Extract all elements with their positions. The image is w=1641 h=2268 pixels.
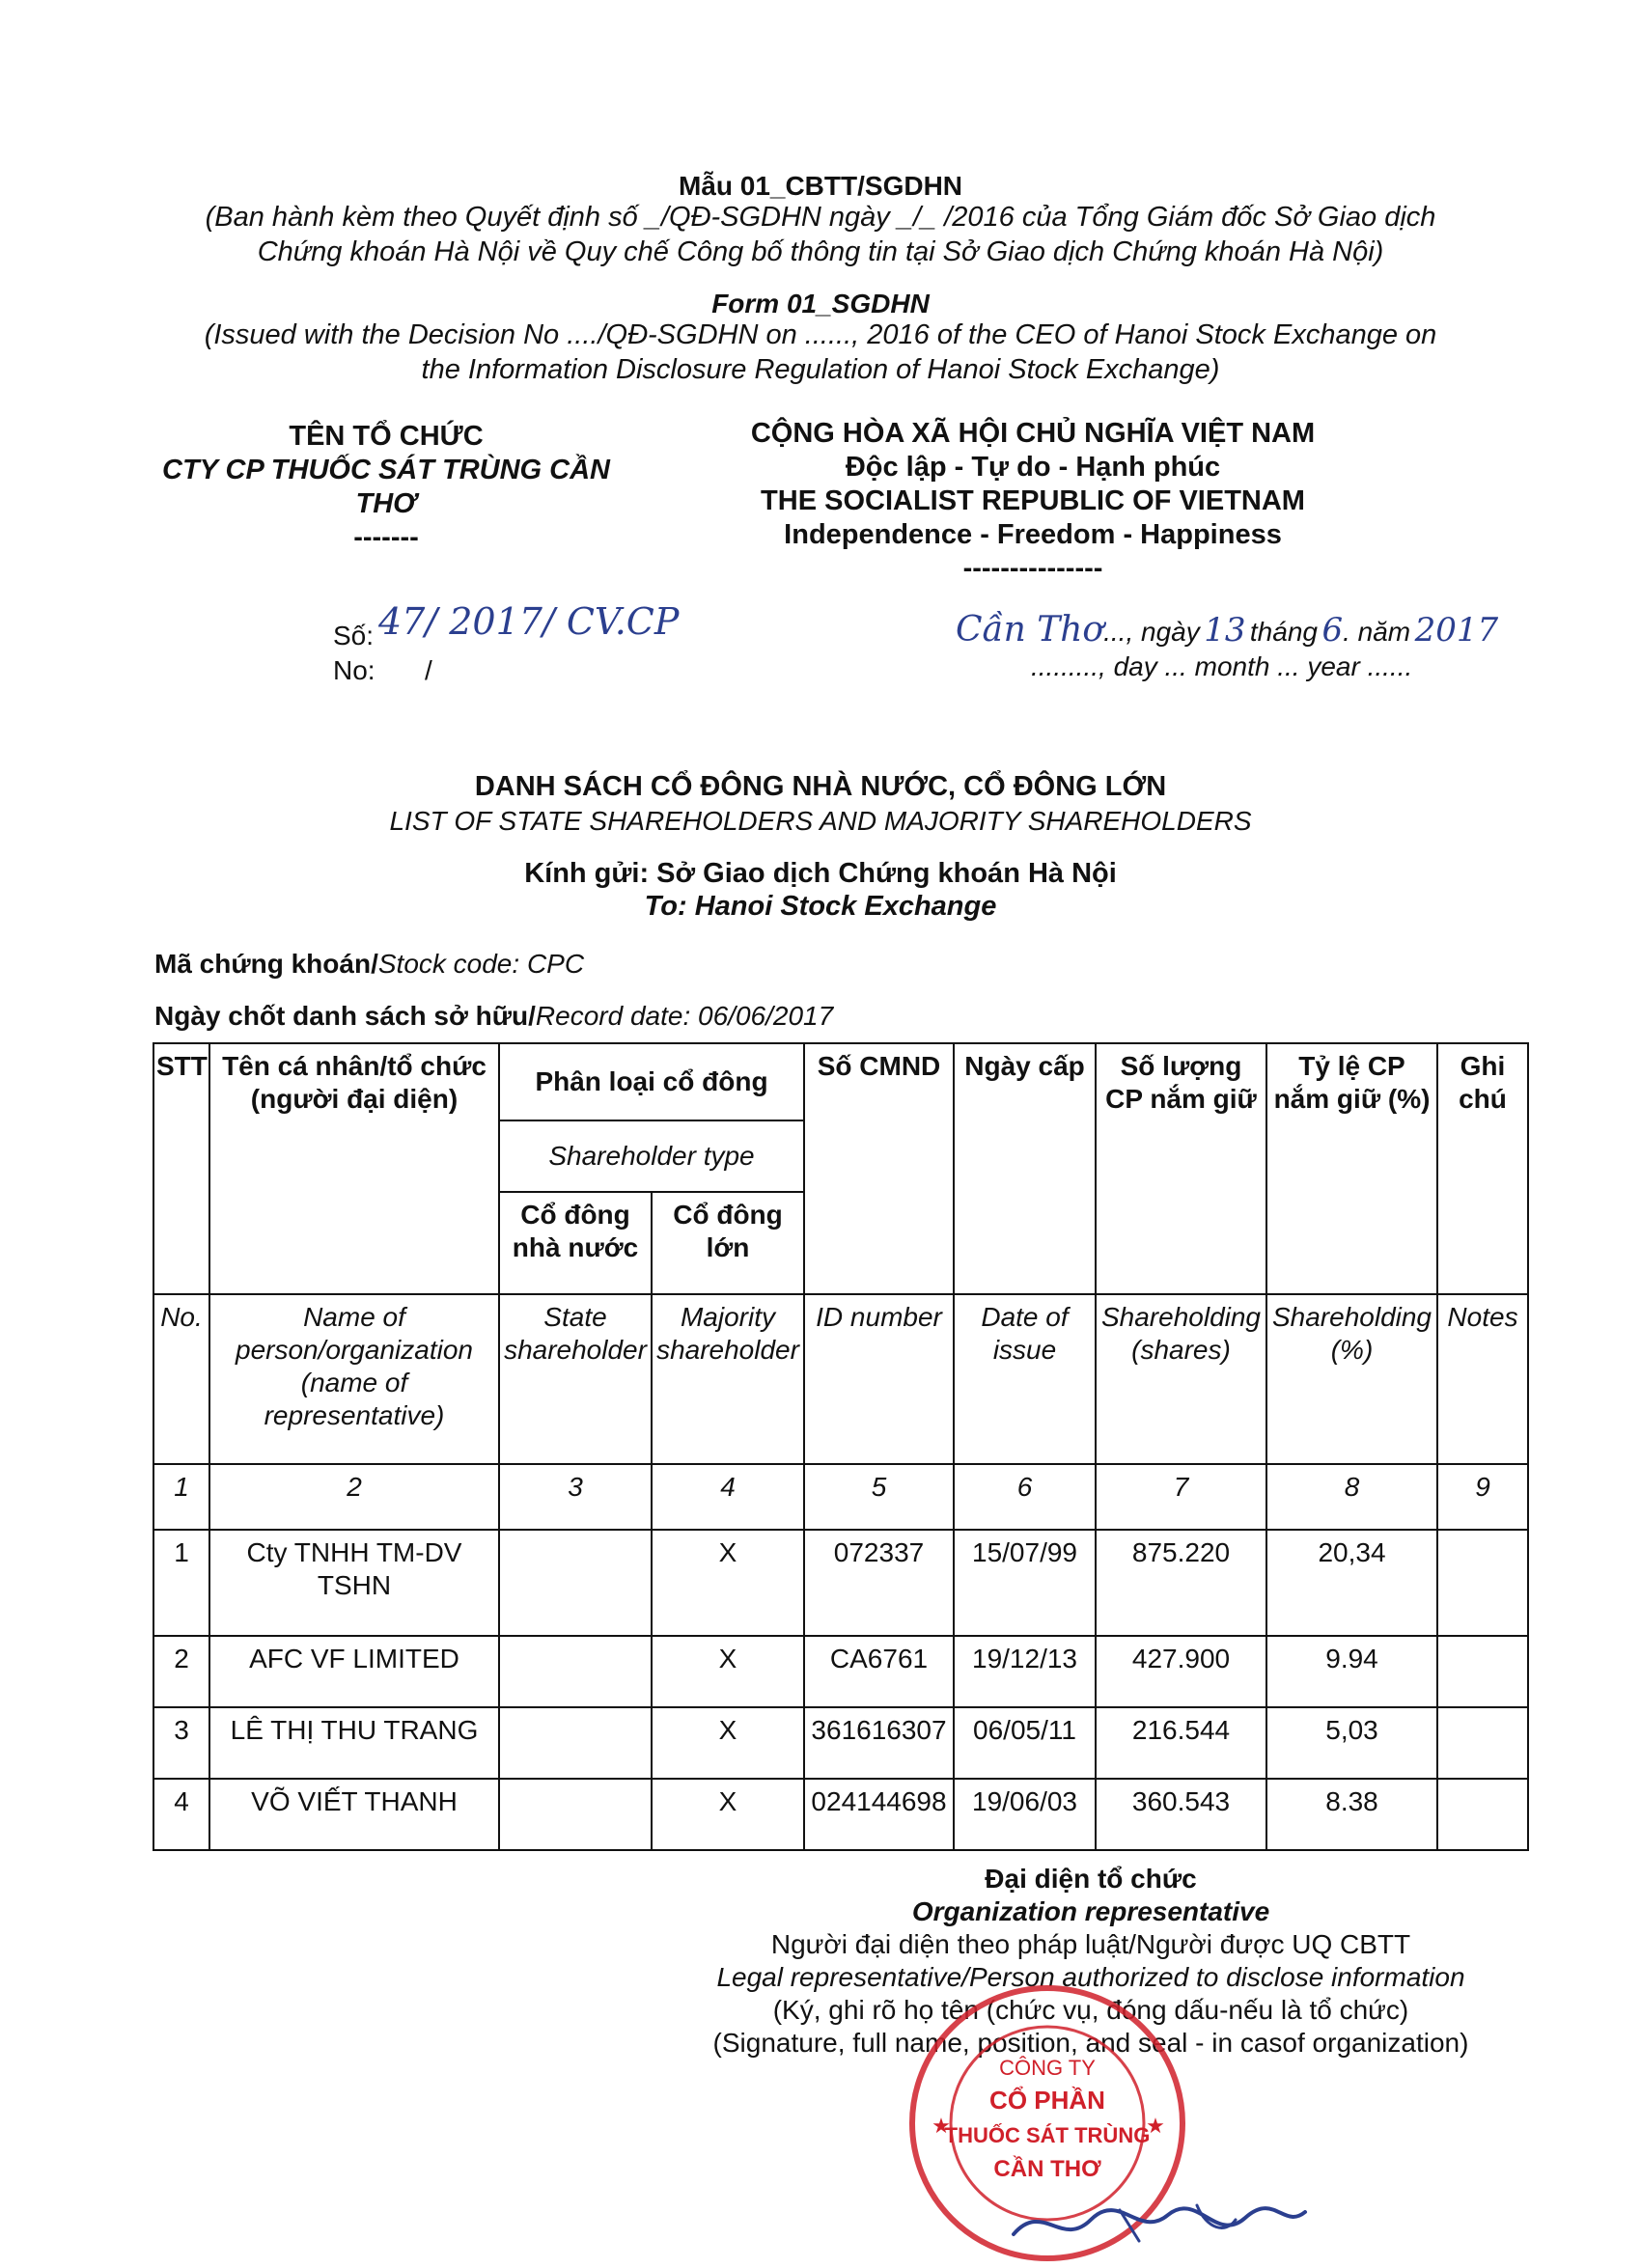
org-name-2: THƠ [355,488,417,519]
republic-motto-en: Independence - Freedom - Happiness [784,519,1282,550]
doc-title-vi: DANH SÁCH CỔ ĐÔNG NHÀ NƯỚC, CỔ ĐÔNG LỚN [474,771,1167,802]
cell-note [1437,1530,1528,1636]
cell-stt: 1 [153,1530,209,1636]
seal-text-3: THUỐC SÁT TRÙNG [944,2123,1151,2147]
cell-stt: 3 [153,1707,209,1779]
cell-name: AFC VF LIMITED [209,1636,499,1707]
th-id: Số CMND [804,1043,954,1294]
cell-id: 072337 [804,1530,954,1636]
sig-legal-vi: Người đại diện theo pháp luật/Người được UQ CBTT [770,1929,1411,1959]
doc-no-slash: / [425,655,432,685]
doc-no-handwritten: 47/ 2017/ CV.CP [378,600,680,643]
th-name: Tên cá nhân/tổ chức (người đại diện) [209,1043,499,1294]
org-block [135,420,637,555]
cell-shares: 875.220 [1096,1530,1266,1636]
column-number-row [153,1464,1528,1530]
sig-sign-vi: (Ký, ghi rõ họ tên (chức vụ, đóng dấu-nếu là tổ chức) [772,1995,1409,2025]
th-en-note: Notes [1437,1294,1528,1464]
seal-star-icon: ★ [932,2114,951,2138]
date-day: 13 [1204,611,1246,650]
col-num: 7 [1096,1464,1266,1530]
col-num: 3 [499,1464,652,1530]
to-en: To: Hanoi Stock Exchange [644,891,997,922]
cell-major: X [652,1530,804,1636]
header-row-vi [153,1043,1528,1120]
cell-pct: 5,03 [1266,1707,1437,1779]
date-text-1: ..., ngày [1103,617,1200,647]
cell-major: X [652,1779,804,1850]
form-issued-en-1: (Issued with the Decision No ..../QĐ-SGDHN on ......, 2016 of the CEO of Hanoi Stock Exchange on [204,319,1437,350]
cell-shares: 360.543 [1096,1779,1266,1850]
date-place-handwritten: Cần Thơ [956,610,1104,650]
cell-stt: 4 [153,1779,209,1850]
cell-id: CA6761 [804,1636,954,1707]
cell-shares: 427.900 [1096,1636,1266,1707]
cell-major: X [652,1707,804,1779]
form-code-en: Form 01_SGDHN [711,289,930,318]
th-en-name: Name of person/organization (name of representative) [209,1294,499,1464]
to-vi: Kính gửi: Sở Giao dịch Chứng khoán Hà Nội [524,858,1117,889]
handwritten-signature [1004,2191,1313,2254]
republic-en: THE SOCIALIST REPUBLIC OF VIETNAM [761,485,1305,516]
form-issued-en-2: the Information Disclosure Regulation of Hanoi Stock Exchange) [421,354,1220,385]
date-line-en: ........., day ... month ... year ...... [1031,651,1413,681]
cell-state [499,1636,652,1707]
th-stt: STT [153,1043,209,1294]
cell-id: 024144698 [804,1779,954,1850]
form-issued-vi-2: Chứng khoán Hà Nội về Quy chế Công bố thông tin tại Sở Giao dịch Chứng khoán Hà Nội) [257,236,1384,267]
date-month: 6 [1321,611,1344,650]
cell-state [499,1707,652,1779]
th-en-id: ID number [804,1294,954,1464]
sig-legal-en: Legal representative/Person authorized to disclose information [716,1962,1465,1992]
republic-vi: CỘNG HÒA XÃ HỘI CHỦ NGHĨA VIỆT NAM [750,418,1316,449]
republic-motto-vi: Độc lập - Tự do - Hạnh phúc [845,452,1221,483]
cell-note [1437,1636,1528,1707]
stock-code-label-en: Stock code: [377,949,527,979]
th-type-en: Shareholder type [499,1120,804,1192]
seal-star-icon: ★ [1146,2114,1165,2138]
cell-stt: 2 [153,1636,209,1707]
th-major: Cổ đông lớn [652,1192,804,1294]
shareholder-table [153,1042,1529,1851]
sig-sign-en: (Signature, full name, position, and seal - in casof organization) [712,2028,1469,2058]
cell-major: X [652,1636,804,1707]
record-date: 06/06/2017 [698,1001,834,1031]
cell-note [1437,1779,1528,1850]
date-year: 2017 [1414,611,1499,650]
col-num: 8 [1266,1464,1437,1530]
stock-code-label-vi: Mã chứng khoán/ [154,949,378,979]
th-type: Phân loại cổ đông [499,1043,804,1120]
org-rule: ------- [353,522,419,553]
table-row [153,1779,1528,1850]
table-row [153,1530,1528,1636]
th-issue: Ngày cấp [954,1043,1096,1294]
th-pct: Tỷ lệ CP nắm giữ (%) [1266,1043,1437,1294]
cell-id: 361616307 [804,1707,954,1779]
col-num: 1 [153,1464,209,1530]
org-name-1: CTY CP THUỐC SÁT TRÙNG CẦN [162,455,610,485]
col-num: 6 [954,1464,1096,1530]
cell-name: Cty TNHH TM-DV TSHN [209,1530,499,1636]
record-date-label-vi: Ngày chốt danh sách sở hữu/ [154,1001,536,1031]
cell-issue: 15/07/99 [954,1530,1096,1636]
stock-code: CPC [526,949,585,979]
seal-text-4: CẦN THƠ [993,2156,1101,2182]
record-date-label-en: Record date: [535,1001,699,1031]
record-date-line [154,1000,833,1033]
org-label: TÊN TỔ CHỨC [289,421,484,452]
cell-pct: 8.38 [1266,1779,1437,1850]
th-shares: Số lượng CP nắm giữ [1096,1043,1266,1294]
col-num: 5 [804,1464,954,1530]
th-en-state: State shareholder [499,1294,652,1464]
cell-state [499,1779,652,1850]
form-code-vi: Mẫu 01_CBTT/SGDHN [678,171,963,201]
seal-text-2: CỔ PHẦN [989,2086,1105,2115]
th-en-shares: Shareholding (shares) [1096,1294,1266,1464]
republic-rule: --------------- [962,553,1103,584]
cell-name: VÕ VIẾT THANH [209,1779,499,1850]
date-line-vi [956,610,1498,650]
th-en-no: No. [153,1294,209,1464]
cell-issue: 19/06/03 [954,1779,1096,1850]
cell-note [1437,1707,1528,1779]
doc-no-label-en: No: [333,655,375,685]
cell-shares: 216.544 [1096,1707,1266,1779]
sig-rep-vi: Đại diện tổ chức [985,1864,1197,1894]
header-row-en [153,1294,1528,1464]
cell-name: LÊ THỊ THU TRANG [209,1707,499,1779]
cell-state [499,1530,652,1636]
th-en-issue: Date of issue [954,1294,1096,1464]
form-issued-vi-1: (Ban hành kèm theo Quyết định số _/QĐ-SGDHN ngày _/_ /2016 của Tổng Giám đốc Sở Giao dịch [205,202,1436,233]
cell-pct: 9.94 [1266,1636,1437,1707]
th-en-pct: Shareholding (%) [1266,1294,1437,1464]
stock-code-line [154,948,584,981]
table-row [153,1707,1528,1779]
cell-pct: 20,34 [1266,1530,1437,1636]
col-num: 4 [652,1464,804,1530]
th-en-major: Majority shareholder [652,1294,804,1464]
table-row [153,1636,1528,1707]
th-state: Cổ đông nhà nước [499,1192,652,1294]
col-num: 2 [209,1464,499,1530]
cell-issue: 19/12/13 [954,1636,1096,1707]
date-text-3: . năm [1343,617,1411,647]
seal-text-1: CÔNG TY [999,2056,1096,2080]
cell-issue: 06/05/11 [954,1707,1096,1779]
republic-block [734,417,1332,586]
doc-title-en: LIST OF STATE SHAREHOLDERS AND MAJORITY SHAREHOLDERS [389,806,1252,836]
th-note: Ghi chú [1437,1043,1528,1294]
date-text-2: tháng [1249,617,1318,647]
sig-rep-en: Organization representative [911,1896,1270,1926]
doc-no-label-vi: Số: [333,621,375,650]
col-num: 9 [1437,1464,1528,1530]
